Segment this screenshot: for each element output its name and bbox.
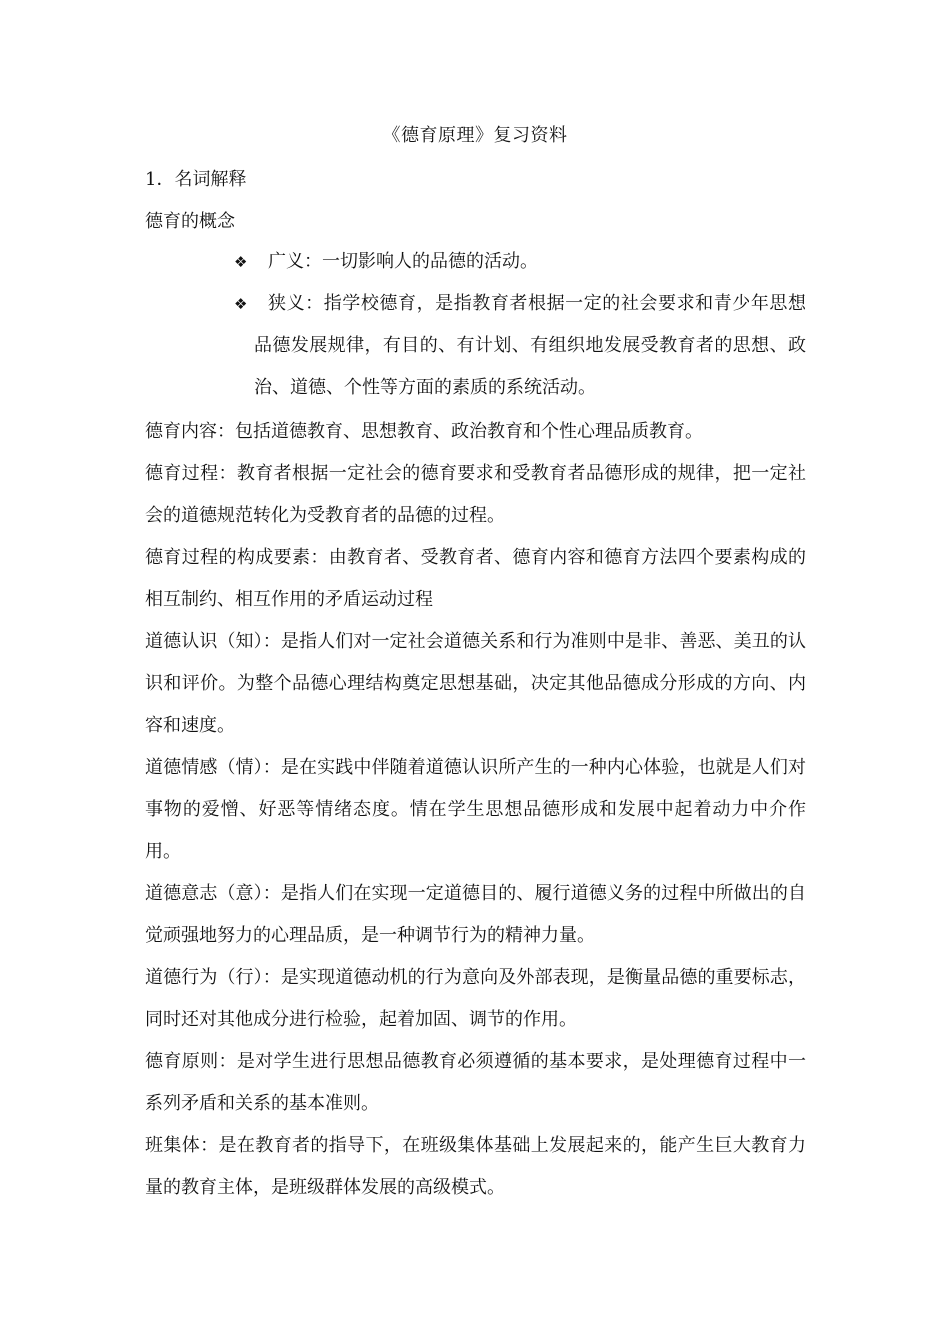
subheading-moral-education-concept: 德育的概念 bbox=[145, 211, 235, 232]
paragraph-moral-principle: 德育原则：是对学生进行思想品德教育必须遵循的基本要求，是处理德育过程中一系列矛盾和关系的基本准则。 bbox=[145, 1051, 806, 1114]
paragraph-moral-behavior: 道德行为（行）：是实现道德动机的行为意向及外部表现，是衡量品德的重要标志，同时还对其他成分进行检验，起着加固、调节的作用。 bbox=[145, 967, 806, 1030]
paragraph-class-collective: 班集体：是在教育者的指导下，在班级集体基础上发展起来的，能产生巨大教育力量的教育主体，是班级群体发展的高级模式。 bbox=[145, 1135, 806, 1198]
bullet-item-broad-definition bbox=[234, 241, 806, 283]
paragraph-moral-will: 道德意志（意）：是指人们在实现一定道德目的、履行道德义务的过程中所做出的自觉顽强地努力的心理品质，是一种调节行为的精神力量。 bbox=[145, 883, 806, 946]
bullet-text: 狭义：指学校德育，是指教育者根据一定的社会要求和青少年思想品德发展规律，有目的、有计划、有组织地发展受教育者的思想、政治、道德、个性等方面的素质的系统活动。 bbox=[254, 293, 806, 398]
section-heading: 1．名词解释 bbox=[145, 169, 247, 190]
bullet-item-narrow-definition bbox=[234, 283, 806, 409]
paragraph-moral-emotion: 道德情感（情）：是在实践中伴随着道德认识所产生的一种内心体验，也就是人们对事物的爱憎、好恶等情绪态度。情在学生思想品德形成和发展中起着动力中介作用。 bbox=[145, 757, 806, 862]
paragraph-moral-cognition: 道德认识（知）：是指人们对一定社会道德关系和行为准则中是非、善恶、美丑的认识和评价。为整个品德心理结构奠定思想基础，决定其他品德成分形成的方向、内容和速度。 bbox=[145, 631, 806, 736]
paragraph-moral-content: 德育内容：包括道德教育、思想教育、政治教育和个性心理品质教育。 bbox=[145, 421, 703, 442]
paragraph-process-elements: 德育过程的构成要素：由教育者、受教育者、德育内容和德育方法四个要素构成的相互制约、相互作用的矛盾运动过程 bbox=[145, 547, 806, 610]
paragraph-moral-process: 德育过程：教育者根据一定社会的德育要求和受教育者品德形成的规律，把一定社会的道德规范转化为受教育者的品德的过程。 bbox=[145, 463, 806, 526]
diamond-bullet-icon: ❖ bbox=[234, 253, 248, 271]
document-title: 《德育原理》复习资料 bbox=[382, 125, 568, 146]
bullet-text: 广义：一切影响人的品德的活动。 bbox=[268, 251, 538, 272]
diamond-bullet-icon: ❖ bbox=[234, 295, 248, 313]
